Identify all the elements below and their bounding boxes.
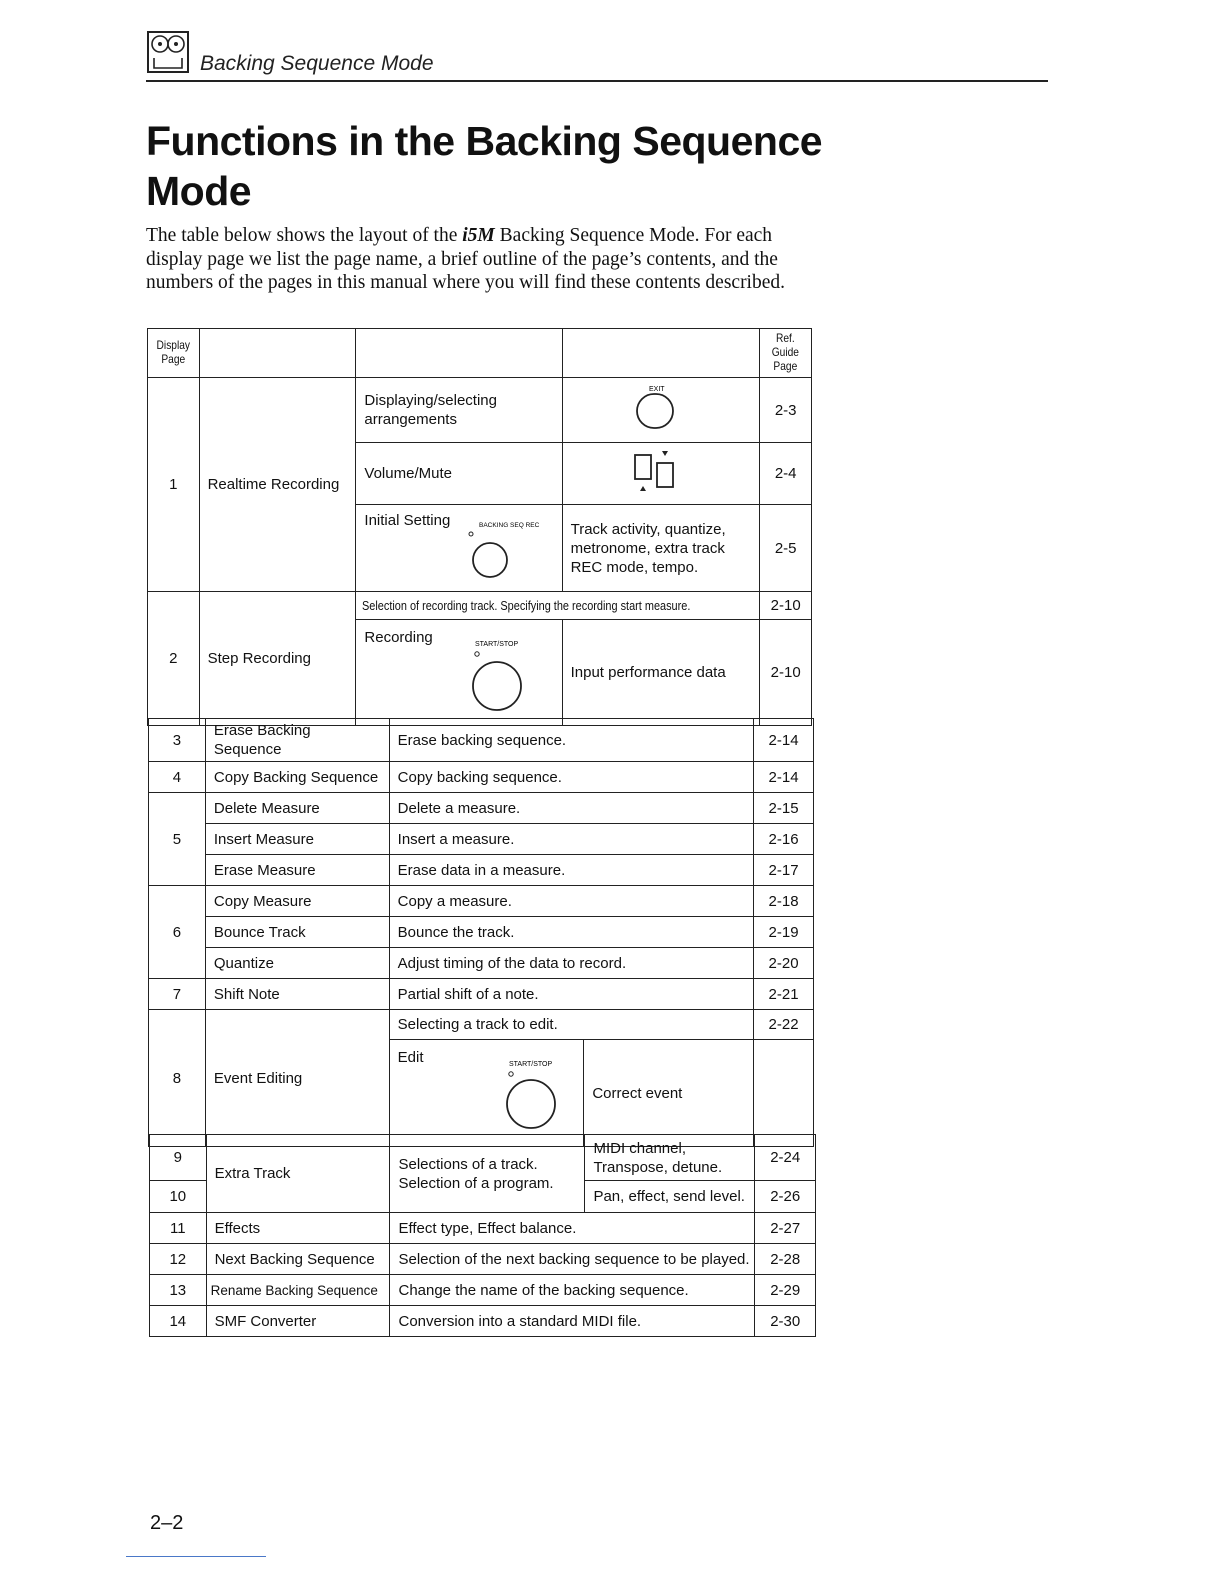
page-number: 7 [149, 979, 206, 1010]
page-number: 14 [150, 1306, 207, 1337]
intro-after: Backing Sequence Mode. For each display page we list the page name, a brief outline of the page’s contents, and the numbers of the pages in this manual where you will find these contents described. [146, 225, 786, 293]
page-number: 11 [150, 1213, 207, 1244]
header-ref-guide-page: Ref. Guide Page [760, 329, 812, 378]
ref-page: 2-17 [754, 855, 814, 886]
content-text: Selecting a track to edit. [389, 1010, 753, 1040]
content-text: Change the name of the backing sequence. [390, 1275, 755, 1306]
ref-page: 2-15 [754, 793, 814, 824]
content-text: Selection of recording track. Specifying the recording start measure. [356, 592, 760, 620]
content-text: Effect type, Effect balance. [390, 1213, 755, 1244]
page-number: 4 [149, 762, 206, 793]
seq-rec-label: BACKING SEQ REC [479, 522, 540, 529]
page-name: Quantize [205, 948, 389, 979]
content-detail: MIDI channel, Transpose, detune. [585, 1135, 755, 1181]
table-row [150, 1275, 816, 1306]
content-text: Displaying/selecting arrangements [356, 378, 562, 443]
table-row [150, 1135, 816, 1181]
mode-icon [146, 30, 190, 74]
content-text: Adjust timing of the data to record. [389, 948, 753, 979]
table-row [149, 762, 814, 793]
table-row [150, 1213, 816, 1244]
exit-label: EXIT [648, 386, 665, 393]
start-stop-button-icon [461, 636, 531, 716]
page-number: 6 [149, 886, 206, 979]
page-name: Delete Measure [205, 793, 389, 824]
page-number: 3 [149, 719, 206, 762]
page-name: SMF Converter [206, 1306, 390, 1337]
page-number: 2 [148, 592, 200, 726]
content-text: Bounce the track. [389, 917, 753, 948]
content-text: Conversion into a standard MIDI file. [390, 1306, 755, 1337]
exit-button-icon [571, 380, 741, 435]
ref-page: 2-20 [754, 948, 814, 979]
header-display-page: Display Page [148, 329, 200, 378]
table-row [149, 1010, 814, 1040]
ref-page: 2-28 [755, 1244, 816, 1275]
ref-page: 2-18 [754, 886, 814, 917]
ref-page: 2-19 [754, 917, 814, 948]
ref-page [754, 1040, 814, 1147]
table-row [149, 719, 814, 762]
recording-cell [356, 620, 562, 726]
page-name: Rename Backing Sequence [206, 1275, 390, 1306]
page-number: 9 [150, 1135, 207, 1181]
ref-page: 2-27 [755, 1213, 816, 1244]
ref-page: 2-24 [755, 1135, 816, 1181]
ref-page: 2-14 [754, 719, 814, 762]
content-text: Initial Setting [364, 512, 451, 529]
seq-rec-button-icon [451, 515, 540, 585]
page-number: 10 [150, 1181, 207, 1213]
ref-page: 2-10 [760, 592, 812, 620]
table-row [149, 793, 814, 824]
page-name: Bounce Track [205, 917, 389, 948]
page-name: Copy Measure [205, 886, 389, 917]
page-number: 13 [150, 1275, 207, 1306]
content-text: Copy a measure. [389, 886, 753, 917]
page-number: 8 [149, 1010, 206, 1147]
table-row [149, 886, 814, 917]
section-title: Backing Sequence Mode [200, 52, 434, 75]
ref-page: 2-26 [755, 1181, 816, 1213]
page-name: Step Recording [199, 592, 356, 726]
content-detail: Input performance data [562, 620, 760, 726]
ref-page: 2-10 [760, 620, 812, 726]
table-row [149, 979, 814, 1010]
table-row [149, 855, 814, 886]
table-row [149, 917, 814, 948]
page-name: Erase Measure [205, 855, 389, 886]
start-stop-label: START/STOP [508, 1061, 552, 1068]
initial-setting-cell [356, 505, 562, 592]
content-text: Erase data in a measure. [389, 855, 753, 886]
table-row [149, 824, 814, 855]
table-row [150, 1306, 816, 1337]
table-row [150, 1244, 816, 1275]
content-text: Partial shift of a note. [389, 979, 753, 1010]
page-number: 12 [150, 1244, 207, 1275]
edit-cell [389, 1040, 584, 1147]
running-header [146, 30, 1048, 82]
intro-paragraph [146, 224, 816, 295]
table-row [149, 948, 814, 979]
functions-table-middle [148, 718, 814, 1147]
content-text: Selection of the next backing sequence to be played. [390, 1244, 755, 1275]
ref-page: 2-29 [755, 1275, 816, 1306]
page-name: Effects [206, 1213, 390, 1244]
page-name: Extra Track [206, 1135, 390, 1213]
content-detail: Correct event [584, 1040, 754, 1147]
content-detail: Pan, effect, send level. [585, 1181, 755, 1213]
functions-table-top [147, 328, 812, 726]
content-text: Erase backing sequence. [389, 719, 753, 762]
cursor-buttons-icon [571, 445, 741, 497]
content-text: Insert a measure. [389, 824, 753, 855]
content-text: Delete a measure. [389, 793, 753, 824]
page-name: Copy Backing Sequence [205, 762, 389, 793]
model-name: i5M [462, 225, 495, 246]
ref-page: 2-3 [760, 378, 812, 443]
functions-table-bottom [149, 1134, 816, 1337]
page-name: Realtime Recording [199, 378, 356, 592]
content-detail: Track activity, quantize, metronome, extra track REC mode, tempo. [562, 505, 760, 592]
ref-page: 2-16 [754, 824, 814, 855]
page-number: 1 [148, 378, 200, 592]
footer-rule [126, 1556, 266, 1557]
page-name: Event Editing [205, 1010, 389, 1147]
start-stop-button-icon [495, 1056, 565, 1136]
page-name: Next Backing Sequence [206, 1244, 390, 1275]
page-number-footer: 2–2 [150, 1512, 184, 1534]
content-text: Recording [364, 629, 433, 646]
page-name: Shift Note [205, 979, 389, 1010]
ref-page: 2-14 [754, 762, 814, 793]
content-text: Selections of a track. Selection of a program. [390, 1135, 585, 1213]
content-text: Edit [397, 1049, 424, 1066]
page-name: Erase Backing Sequence [205, 719, 389, 762]
ref-page: 2-30 [755, 1306, 816, 1337]
table-row [148, 592, 812, 620]
table-row [148, 378, 812, 443]
ref-page: 2-5 [760, 505, 812, 592]
intro-before: The table below shows the layout of the [146, 225, 463, 246]
content-text: Copy backing sequence. [389, 762, 753, 793]
start-stop-label: START/STOP [475, 641, 519, 648]
ref-page: 2-22 [754, 1010, 814, 1040]
ref-page: 2-21 [754, 979, 814, 1010]
content-text: Volume/Mute [356, 443, 562, 505]
exit-button-cell [562, 378, 760, 443]
page-number: 5 [149, 793, 206, 886]
page-name: Insert Measure [205, 824, 389, 855]
cursor-buttons-cell [562, 443, 760, 505]
ref-page: 2-4 [760, 443, 812, 505]
page-title: Functions in the Backing Sequence Mode [146, 118, 823, 214]
